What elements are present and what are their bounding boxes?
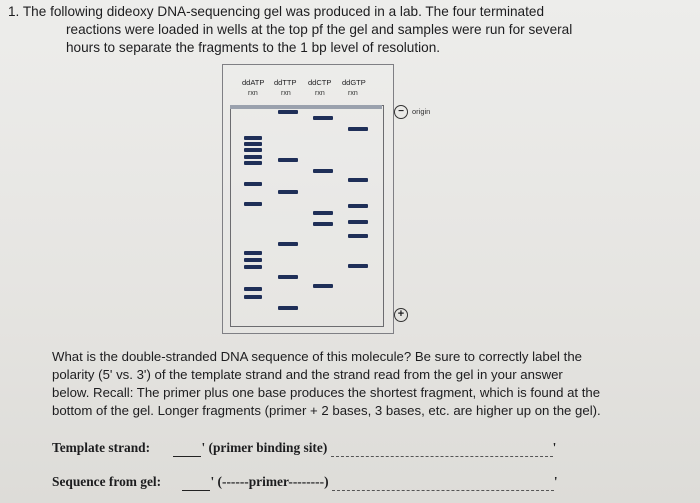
- band: [278, 242, 298, 246]
- minus-icon: −: [394, 105, 408, 119]
- plus-icon: +: [394, 308, 408, 322]
- lane-rxn-ddgtp: rxn: [348, 90, 358, 97]
- band: [278, 158, 298, 162]
- template-sequence-blank[interactable]: [331, 440, 553, 457]
- question-2-line-4: bottom of the gel. Longer fragments (primer + 2 bases, 3 bases, etc. are higher up on the gel).: [52, 403, 601, 418]
- template-strand-row: [52, 440, 556, 457]
- band: [244, 142, 262, 146]
- band: [348, 234, 368, 238]
- band: [278, 190, 298, 194]
- lane-label-ddttp: ddTTP: [274, 78, 297, 87]
- band: [278, 110, 298, 114]
- question-2-line-1: What is the double-stranded DNA sequence of this molecule? Be sure to correctly label the: [52, 349, 582, 364]
- band: [244, 148, 262, 152]
- sequence-middle-text: ' (------primer--------): [210, 474, 329, 489]
- sequence-from-gel-row: [52, 474, 558, 491]
- band: [348, 264, 368, 268]
- question-2: [52, 348, 652, 420]
- band: [348, 220, 368, 224]
- band: [244, 258, 262, 262]
- band: [244, 265, 262, 269]
- sequence-end-mark: ': [553, 474, 558, 489]
- question-1: [8, 3, 688, 57]
- question-1-line-3: hours to separate the fragments to the 1 bp level of resolution.: [66, 40, 441, 55]
- template-5prime-blank[interactable]: [173, 440, 201, 457]
- template-middle-text: ' (primer binding site): [201, 440, 328, 455]
- question-2-line-3: below. Recall: The primer plus one base produces the shortest fragment, which is found at the: [52, 385, 601, 400]
- band: [244, 155, 262, 159]
- band: [244, 161, 262, 165]
- band: [348, 127, 368, 131]
- band: [244, 136, 262, 140]
- lane-rxn-ddatp: rxn: [248, 90, 258, 97]
- band: [244, 182, 262, 186]
- band: [244, 287, 262, 291]
- sequence-from-gel-label: Sequence from gel:: [52, 474, 162, 489]
- band: [313, 211, 333, 215]
- lane-label-ddctp: ddCTP: [308, 78, 332, 87]
- lane-label-ddgtp: ddGTP: [342, 78, 366, 87]
- band: [278, 306, 298, 310]
- question-2-line-2: polarity (5' vs. 3') of the template strand and the strand read from the gel in your answer: [52, 367, 563, 382]
- band: [244, 251, 262, 255]
- sequence-gel-blank[interactable]: [332, 474, 554, 491]
- question-1-line-2: reactions were loaded in wells at the top pf the gel and samples were run for several: [66, 22, 573, 37]
- band: [348, 204, 368, 208]
- lane-rxn-ddttp: rxn: [281, 90, 291, 97]
- band: [244, 295, 262, 299]
- band: [313, 222, 333, 226]
- template-strand-label: Template strand:: [52, 440, 151, 455]
- band: [313, 116, 333, 120]
- band: [313, 284, 333, 288]
- band: [278, 275, 298, 279]
- lane-label-ddatp: ddATP: [242, 78, 265, 87]
- sequencing-gel: [218, 62, 458, 337]
- origin-label: origin: [412, 107, 431, 116]
- band: [244, 202, 262, 206]
- sequence-5prime-blank[interactable]: [182, 474, 210, 491]
- band: [348, 178, 368, 182]
- lane-rxn-ddctp: rxn: [315, 90, 325, 97]
- template-end-mark: ': [552, 440, 557, 455]
- gel-wells: [230, 105, 382, 109]
- band: [313, 169, 333, 173]
- question-1-line-1: 1. The following dideoxy DNA-sequencing gel was produced in a lab. The four terminated: [8, 4, 545, 19]
